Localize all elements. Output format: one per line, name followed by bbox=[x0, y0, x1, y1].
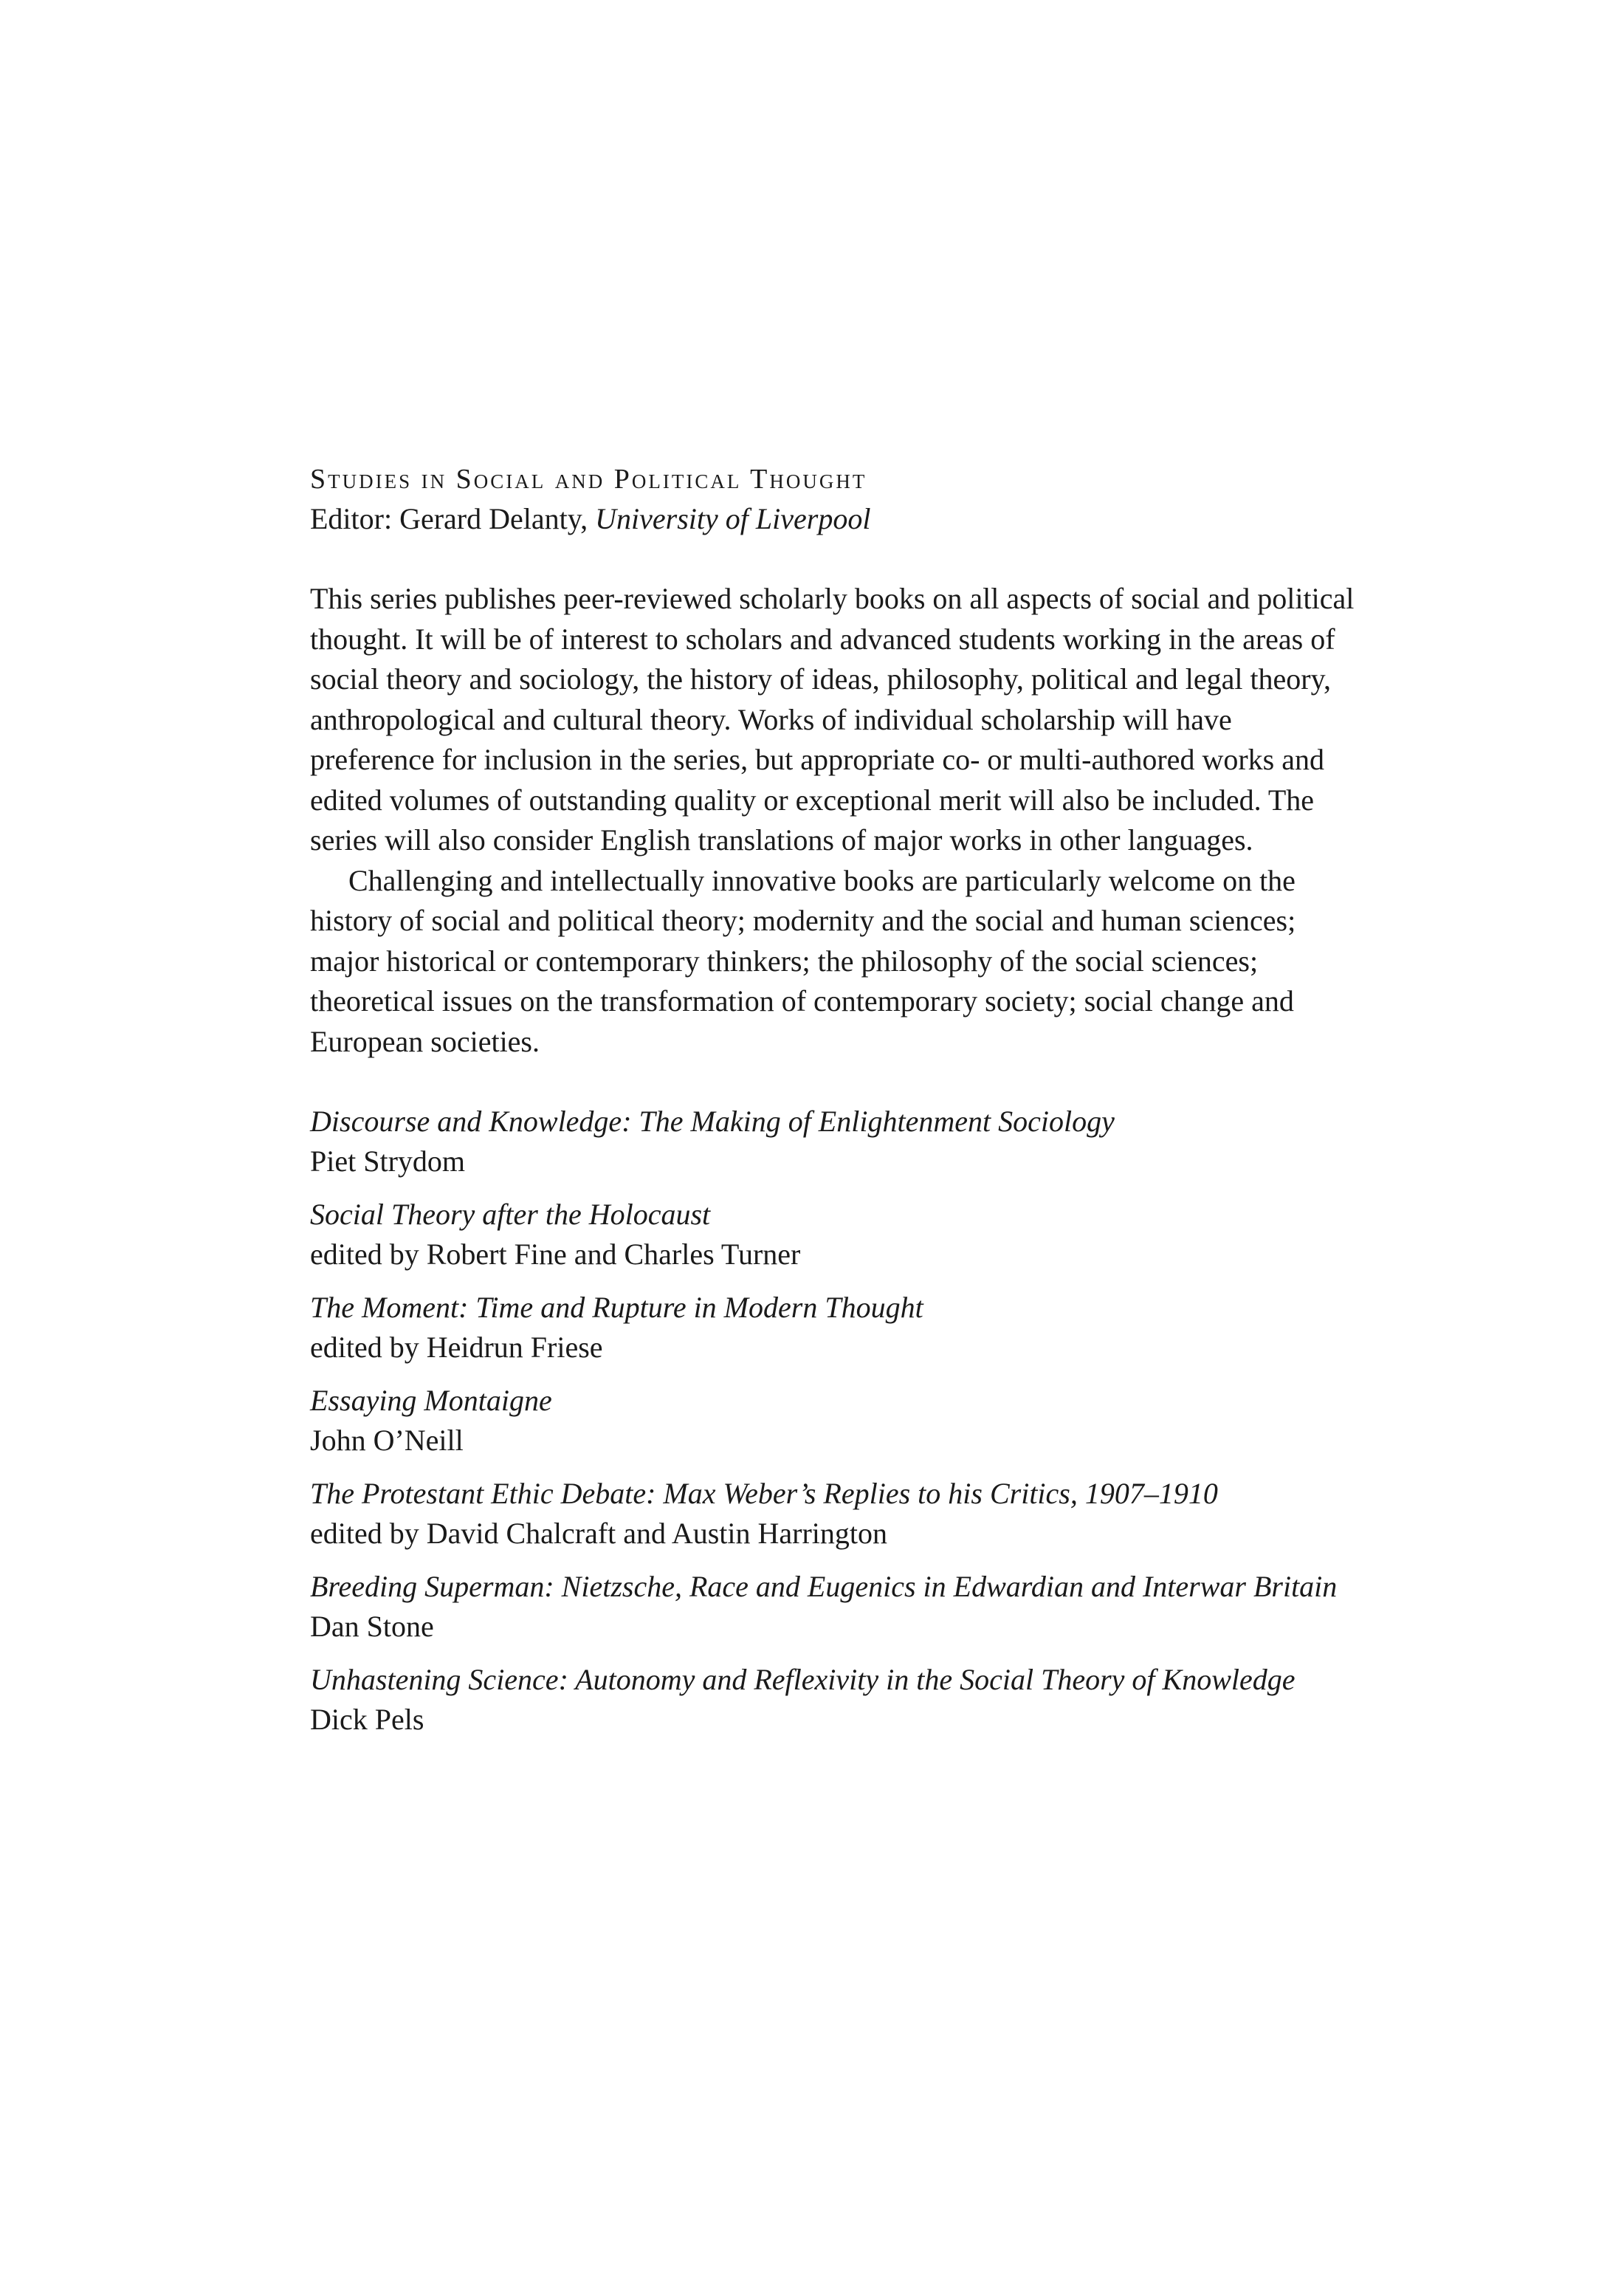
book-author: Dan Stone bbox=[310, 1610, 434, 1643]
description-paragraph-2: Challenging and intellectually innovative books are particularly welcome on the history of social and political theory; modernity and the social and human sciences; major historical or contemporary thinkers; the philosophy of the social sciences; theoretical issues on the transformation of contemporary society; social change and European societies. bbox=[310, 863, 1296, 1058]
book-title: The Moment: Time and Rupture in Modern Thought bbox=[310, 1291, 923, 1324]
book-author: edited by Heidrun Friese bbox=[310, 1331, 603, 1364]
book-item bbox=[310, 1288, 1358, 1367]
book-item bbox=[310, 1474, 1358, 1554]
book-item bbox=[310, 1195, 1358, 1274]
book-item bbox=[310, 1567, 1358, 1647]
book-item bbox=[310, 1381, 1358, 1461]
book-list bbox=[310, 1102, 1358, 1740]
editor-affiliation: University of Liverpool bbox=[595, 502, 871, 535]
series-editor bbox=[310, 499, 1358, 539]
series-description bbox=[310, 579, 1358, 1062]
editor-name: Editor: Gerard Delanty, bbox=[310, 502, 596, 535]
book-title: Social Theory after the Holocaust bbox=[310, 1198, 711, 1231]
book-title: Essaying Montaigne bbox=[310, 1384, 552, 1417]
book-author: edited by Robert Fine and Charles Turner bbox=[310, 1238, 801, 1271]
book-author: Dick Pels bbox=[310, 1703, 424, 1736]
book-title: Discourse and Knowledge: The Making of Enlightenment Sociology bbox=[310, 1105, 1115, 1138]
book-title: The Protestant Ethic Debate: Max Weber’s Replies to his Critics, 1907–1910 bbox=[310, 1477, 1218, 1510]
book-author: Piet Strydom bbox=[310, 1144, 466, 1178]
book-author: John O’Neill bbox=[310, 1424, 464, 1457]
series-page bbox=[310, 459, 1358, 1753]
book-item bbox=[310, 1660, 1358, 1740]
description-paragraph-1: This series publishes peer-reviewed scholarly books on all aspects of social and political thought. It will be of interest to scholars and advanced students working in the areas of social theory and sociology, the history of ideas, philosophy, political and legal theory, anthropological and cultural theory. Works of individual scholarship will have preference for inclusion in the series, but appropriate co- or multi-authored works and edited volumes of outstanding quality or exceptional merit will also be included. The series will also consider English translations of major works in other languages. bbox=[310, 582, 1355, 857]
book-author: edited by David Chalcraft and Austin Harrington bbox=[310, 1517, 888, 1550]
book-title: Breeding Superman: Nietzsche, Race and Eugenics in Edwardian and Interwar Britain bbox=[310, 1570, 1338, 1603]
book-title: Unhastening Science: Autonomy and Reflexivity in the Social Theory of Knowledge bbox=[310, 1663, 1296, 1696]
series-title: Studies in Social and Political Thought bbox=[310, 464, 867, 495]
book-item bbox=[310, 1102, 1358, 1181]
